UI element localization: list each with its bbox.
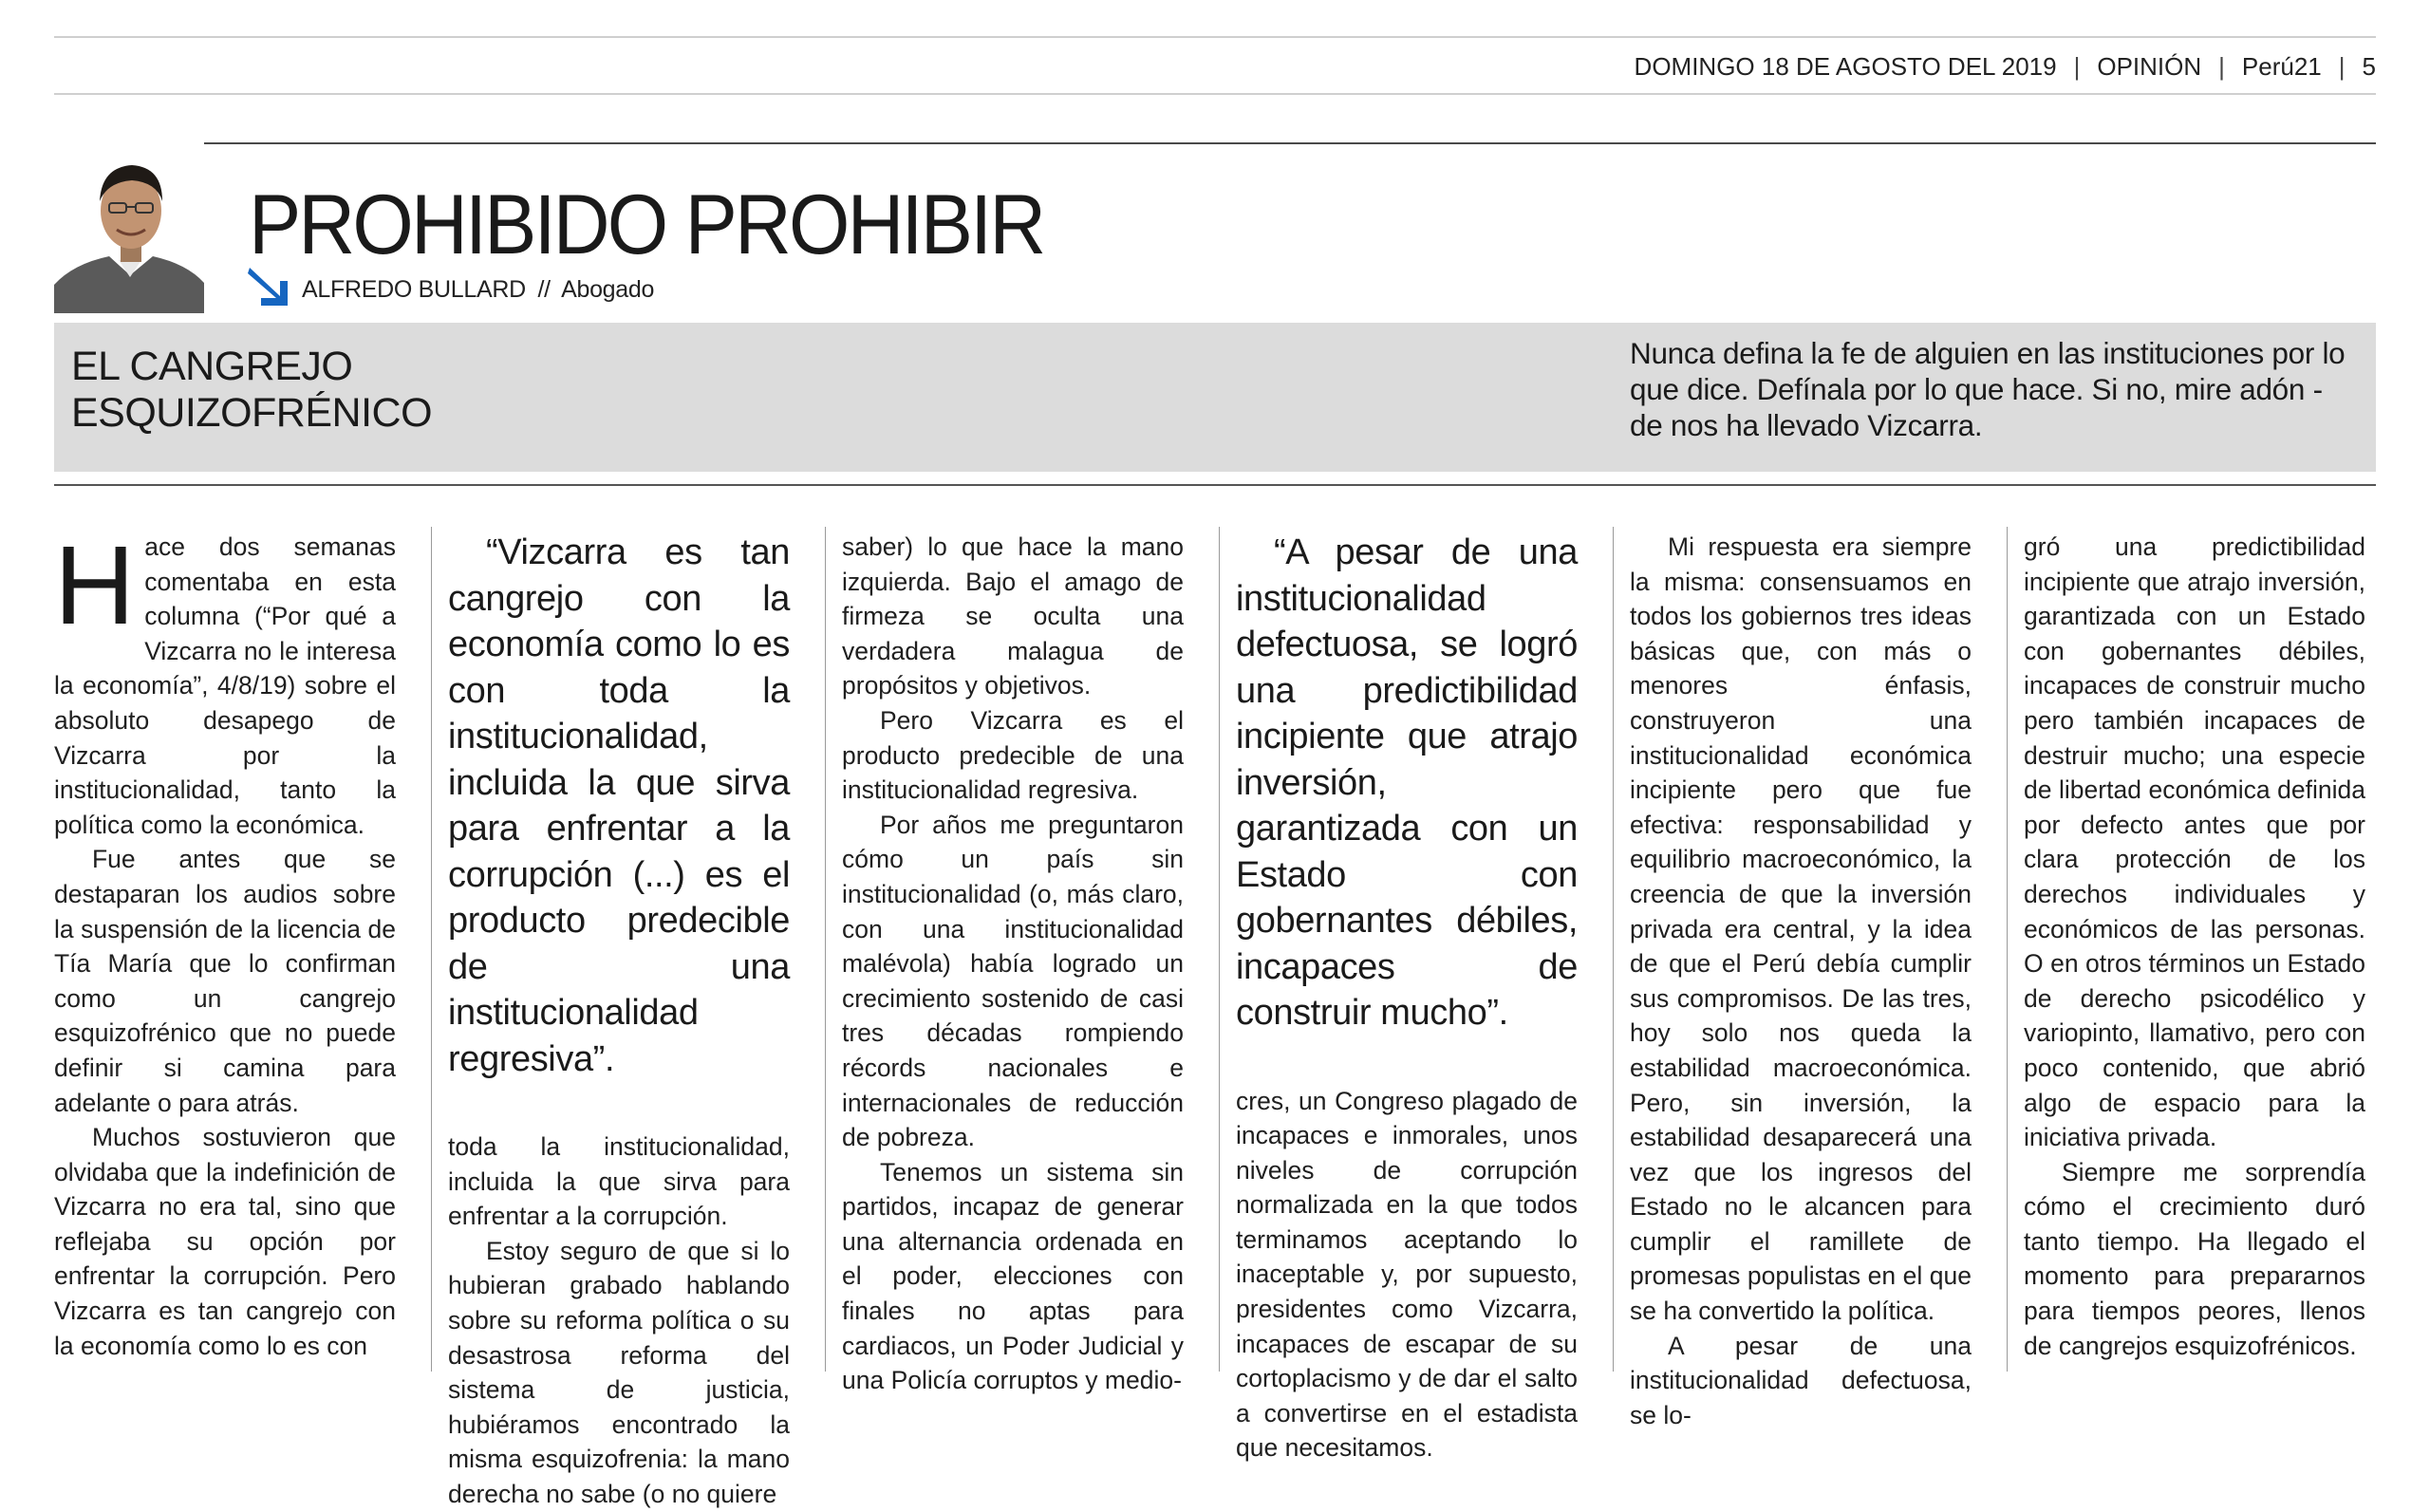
paragraph: cres, un Congreso plagado de incapaces e inmorales, unos niveles de corrupción normalizada en la que todos terminamos aceptando lo inaceptable y, por supuesto, presidentes como Vizcarra, incapaces de escapar de su cortoplacismo y de dar el salto a convertirse en el estadista que necesitamos. (1236, 1086, 1578, 1463)
paragraph: toda la institucionalidad, incluida la que sirva para enfrentar a la corrupción. (448, 1132, 790, 1231)
paragraph: Estoy seguro de que si lo hubieran grabado hablando sobre su reforma política o su desastrosa reforma del sistema de justicia, hubiéramos encontrado la misma esquizofrenia: la mano derecha no sabe (o no quiere (448, 1236, 790, 1508)
header-rule (54, 142, 2376, 144)
text-column-2 (448, 530, 790, 1508)
publication-name: Perú21 (2241, 51, 2322, 81)
text-column-4 (1236, 530, 1578, 1463)
masthead-separator: | (2338, 51, 2346, 81)
page-number: 5 (2362, 51, 2376, 81)
paragraph: Pero Vizcarra es el producto predecible de una institucionalidad regresiva. (842, 705, 1184, 805)
pull-quote: “Vizcarra es tan cangrejo con la economía como lo es con toda la institucionalidad, incluida la que sirva para enfrentar a la corrupción (...) es el producto predecible de una institucionalidad regresiva”. (448, 532, 790, 1079)
article-headline: EL CANGREJO ESQUIZOFRÉNICO (71, 344, 433, 436)
paragraph: Muchos sostuvieron que olvidaba que la indefinición de Vizcarra no era tal, sino que reflejaba su opción por enfrentar la corrupción. Pero Vizcarra es tan cangrejo con la economía como lo es con (54, 1123, 396, 1360)
paragraph-text: ace dos semanas comentaba en esta columna (“Por qué a Vizcarra no le interesa la economía”, 4/8/19) sobre el absoluto desapego de Vizcarra por la institucionalidad, tanto la política como la económica. (54, 532, 396, 839)
byline-separator: // (537, 276, 551, 303)
pull-quote: “A pesar de una institucionalidad defectuosa, se logró una predictibilidad incipiente que atrajo inversión, garantizada con un Estado con gobernantes débiles, incapaces de construir mucho”. (1236, 532, 1578, 1033)
spacer (1236, 1036, 1578, 1084)
band-bottom-rule (54, 484, 2376, 486)
byline (302, 276, 654, 304)
masthead (1635, 38, 2376, 95)
paragraph: A pesar de una institucionalidad defectuosa, se lo- (1630, 1331, 1972, 1429)
author-role: Abogado (561, 276, 655, 303)
text-column-3 (842, 530, 1184, 1395)
paragraph: Fue antes que se destaparan los audios sobre la suspensión de la licencia de Tía María que lo confirman como un cangrejo esquizofrénico que no puede definir si camina para adelante o para atrás. (54, 845, 396, 1117)
paragraph: gró una predictibilidad incipiente que atrajo inversión, garantizada con un Estado con gobernantes débiles, incapaces de construir mucho pero también incapaces de destruir mucho; una especie de libertad económica definida por defecto antes que por clara protección de los derechos individuales y económicos de las personas. O en otros términos un Estado de derecho psicodélico y variopinto, llamativo, pero con poco contenido, que abrió algo de espacio para la iniciativa privada. (2024, 532, 2365, 1152)
masthead-separator: | (2073, 51, 2081, 81)
article-body (54, 523, 2376, 1508)
paragraph: Tenemos un sistema sin partidos, incapaz de generar una alternancia ordenada en el poder, elecciones con finales no aptas para cardiacos, un Poder Judicial y una Policía corruptos y medio- (842, 1157, 1184, 1395)
author-photo (54, 142, 204, 313)
paragraph: Siempre me sorprendía cómo el crecimiento duró tanto tiempo. Ha llegado el momento para prepararnos para tiempos peores, llenos de cangrejos esquizofrénicos. (2024, 1157, 2365, 1360)
paragraph: Por años me preguntaron cómo un país sin institucionalidad (o, más claro, con una institucionalidad malévola) había logrado un crecimiento sostenido de casi tres décadas rompiendo récords nacionales e internacionales de reducción de pobreza. (842, 810, 1184, 1152)
spacer (448, 1082, 790, 1129)
author-name: ALFREDO BULLARD (302, 276, 526, 303)
section-name: OPINIÓN (2097, 51, 2202, 81)
masthead-separator: | (2218, 51, 2225, 81)
paragraph: Mi respuesta era siempre la misma: consensuamos en todos los gobiernos tres ideas básicas que, con más o menores énfasis, construyeron una institucionalidad económica incipiente pero que fue efectiva: responsabilidad y equilibrio macroeconómico, la creencia de que la inversión privada era central, y la idea de que el Perú debía cumplir sus compromisos. De las tres, hoy solo nos queda la estabilidad macroeconómica. Pero, sin inversión, la estabilidad desaparecerá una vez que los ingresos del Estado no le alcancen para cumplir el ramillete de promesas populistas en el que se ha convertido la política. (1630, 532, 1972, 1326)
issue-date: DOMINGO 18 DE AGOSTO DEL 2019 (1634, 51, 2057, 81)
arrow-down-right-icon (248, 268, 290, 306)
text-column-6 (2024, 530, 2365, 1372)
article-deck: Nunca defina la fe de alguien en las instituciones por lo que dice. Defínala por lo que hace. Si no, mire adón - de nos ha llevado Vizcarra. (1630, 336, 2346, 442)
paragraph: saber) lo que hace la mano izquierda. Bajo el amago de firmeza se oculta una verdadera malagua de propósitos y objetivos. (842, 532, 1184, 700)
author-portrait (54, 142, 204, 313)
text-column-5 (1630, 530, 1972, 1429)
column-title: PROHIBIDO PROHIBIR (249, 177, 1044, 271)
drop-cap: H (54, 523, 136, 648)
text-column-1 (54, 523, 396, 1372)
paragraph (54, 523, 396, 842)
